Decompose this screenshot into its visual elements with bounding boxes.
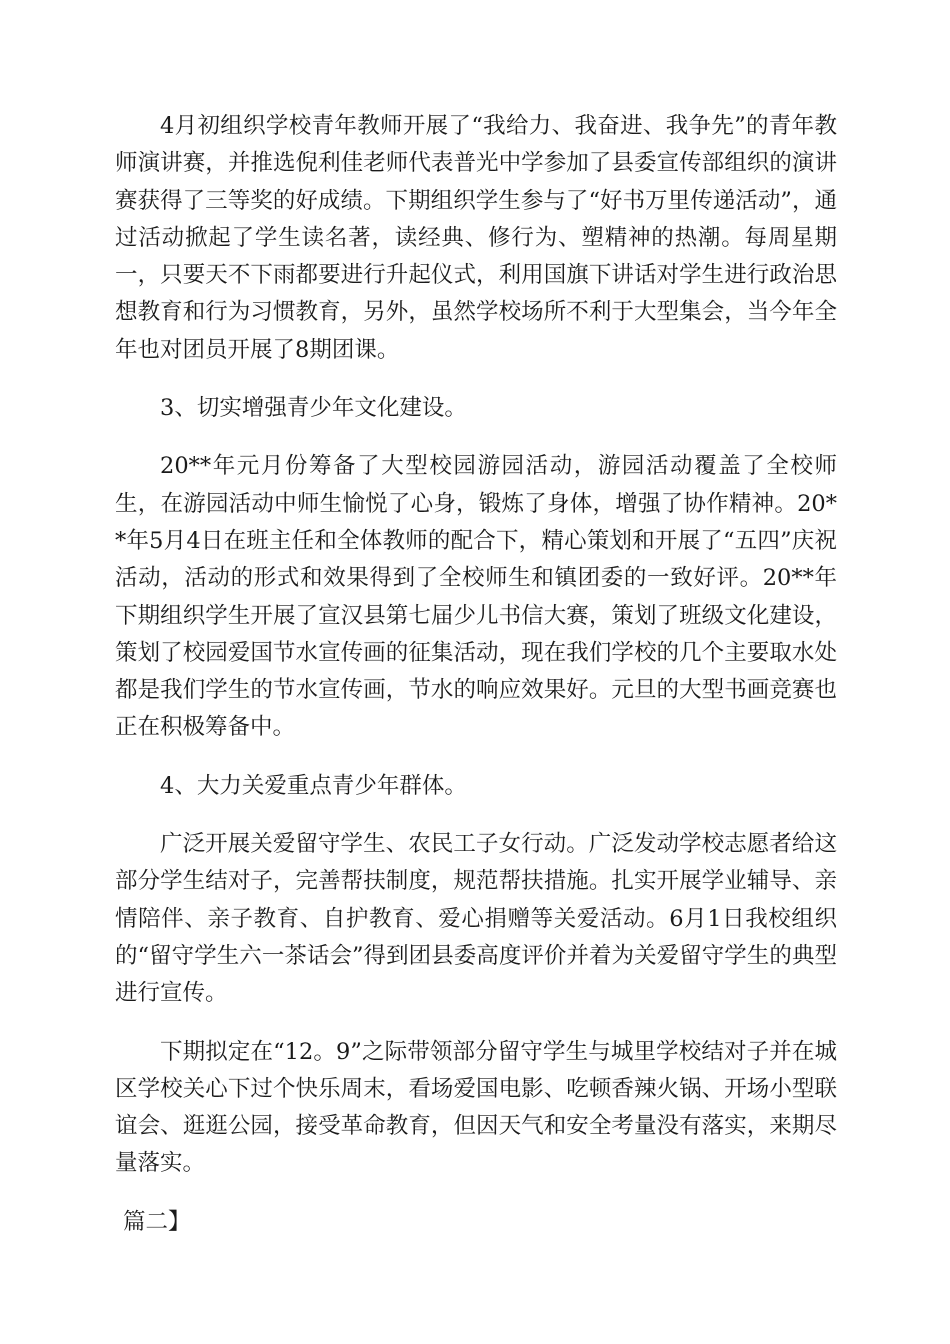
heading-culture-building: 3、切实增强青少年文化建设。 [160,395,467,422]
paragraph-youth-teacher-speech: 4月初组织学校青年教师开展了“我给力、我奋进、我争先”的青年教师演讲赛，并推选倪利佳老师代表普光中学参加了县委宣传部组织的演讲赛获得了三等奖的好成绩。下期组织学生参与了“好书万里传递活动”，通过活动掀起了学生读名著，读经典、修行为、塑精神的热潮。每周星期一，只要天不下雨都要进行升起仪式，利用国旗下讲话对学生进行政治思想教育和行为习惯教育，另外，虽然学校场所不利于大型集会，当今年全年也对团员开展了8期团课。 [115,113,837,363]
paragraph-campus-activities: 20**年元月份筹备了大型校园游园活动，游园活动覆盖了全校师生，在游园活动中师生愉悦了心身，锻炼了身体，增强了协作精神。20**年5月4日在班主任和全体教师的配合下，精心策划和开展了“五四”庆祝活动，活动的形式和效果得到了全校师生和镇团委的一致好评。20**年下期组织学生开展了宣汉县第七届少儿书信大赛，策划了班级文化建设，策划了校园爱国节水宣传画的征集活动，现在我们学校的几个主要取水处都是我们学生的节水宣传画，节水的响应效果好。元旦的大型书画竞赛也正在积极筹备中。 [115,453,837,741]
document-page [115,108,837,1241]
paragraph-future-plan: 下期拟定在“12。9”之际带领部分留守学生与城里学校结对子并在城区学校关心下过个快乐周末，看场爱国电影、吃顿香辣火锅、开场小型联谊会、逛逛公园，接受革命教育，但因天气和安全考量没有落实，来期尽量落实。 [115,1038,837,1177]
section-marker: 篇二】 [123,1208,191,1235]
heading-care-youth-groups: 4、大力关爱重点青少年群体。 [160,772,467,799]
paragraph-left-behind-students: 广泛开展关爱留守学生、农民工子女行动。广泛发动学校志愿者给这部分学生结对子，完善帮扶制度，规范帮扶措施。扎实开展学业辅导、亲情陪伴、亲子教育、自护教育、爱心捐赠等关爱活动。6月1日我校组织的“留守学生六一茶话会”得到团县委高度评价并着为关爱留守学生的典型进行宣传。 [115,831,837,1007]
